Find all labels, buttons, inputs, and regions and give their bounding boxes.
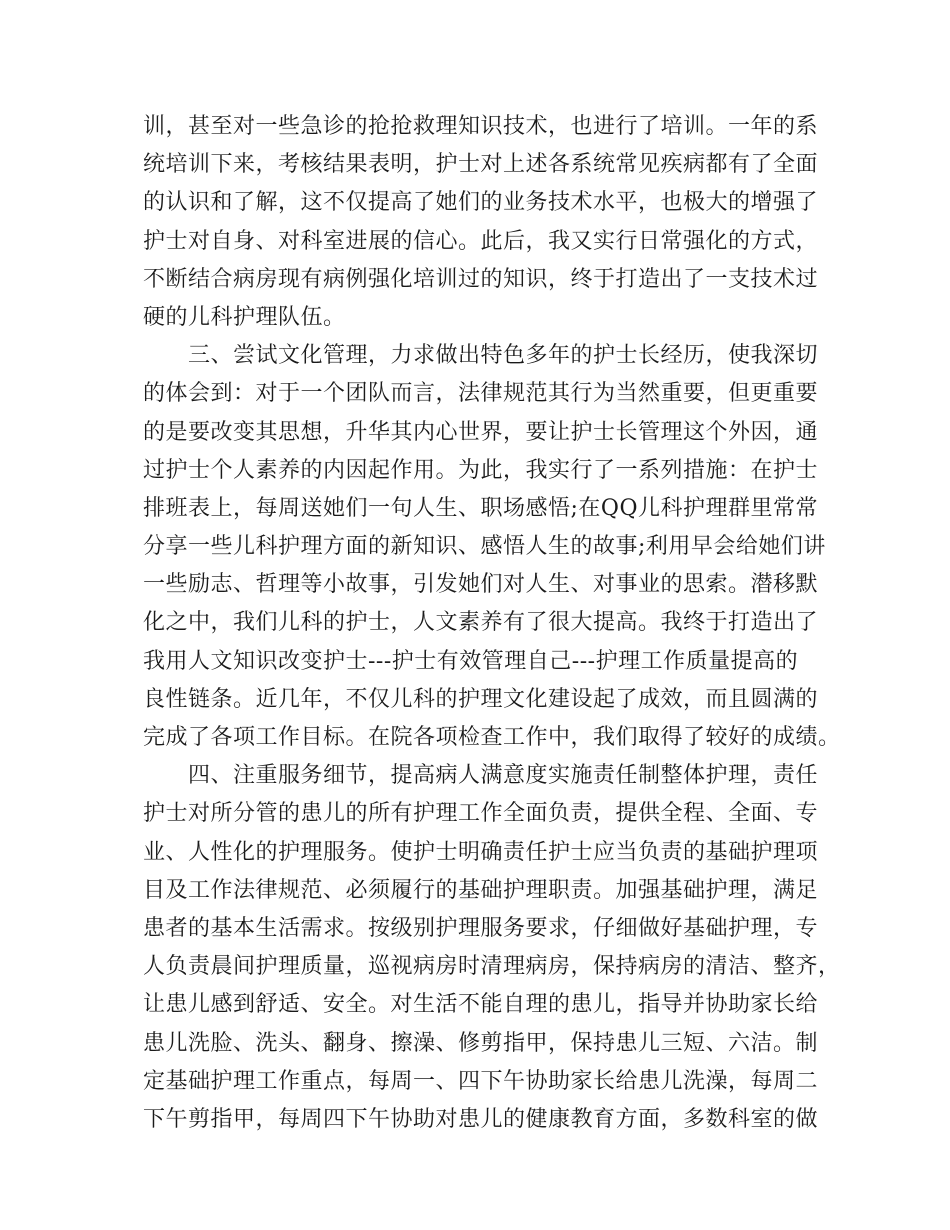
text-line: 的体会到：对于一个团队而言，法律规范其行为当然重要，但更重要 — [143, 381, 819, 407]
text-line: 定基础护理工作重点，每周一、四下午协助家长给患儿洗澡，每周二 — [143, 1068, 819, 1094]
text-line: 我用人文知识改变护士---护士有效管理自己---护理工作质量提高的 — [143, 648, 799, 674]
text-line: 训，甚至对一些急诊的抢抢救理知识技术，也进行了培训。一年的系 — [143, 114, 819, 139]
text-line: 的认识和了解，这不仅提高了她们的业务技术水平，也极大的增强了 — [143, 190, 819, 216]
text-line: 让患儿感到舒适、安全。对生活不能自理的患儿，指导并协助家长给 — [143, 992, 819, 1018]
text-line: 三、尝试文化管理，力求做出特色多年的护士长经历，使我深切 — [143, 343, 819, 369]
text-line: 一些励志、哲理等小故事，引发她们对人生、对事业的思索。潜移默 — [143, 572, 819, 598]
text-line: 目及工作法律规范、必须履行的基础护理职责。加强基础护理，满足 — [143, 877, 819, 903]
text-line: 护士对自身、对科室进展的信心。此后，我又实行日常强化的方式， — [143, 228, 819, 254]
text-line: 化之中，我们儿科的护士，人文素养有了很大提高。我终于打造出了 — [143, 610, 819, 636]
text-line: 护士对所分管的患儿的所有护理工作全面负责，提供全程、全面、专 — [143, 801, 819, 827]
text-line: 硬的儿科护理队伍。 — [143, 304, 346, 330]
text-line: 过护士个人素养的内因起作用。为此，我实行了一系列措施：在护士 — [143, 457, 819, 483]
text-line: 人负责晨间护理质量，巡视病房时清理病房，保持病房的清洁、整齐， — [143, 954, 841, 980]
text-line: 良性链条。近几年，不仅儿科的护理文化建设起了成效，而且圆满的 — [143, 686, 819, 712]
text-line: 患儿洗脸、洗头、翻身、擦澡、修剪指甲，保持患儿三短、六洁。制 — [143, 1030, 819, 1056]
text-line: 完成了各项工作目标。在院各项检查工作中，我们取得了较好的成绩。 — [143, 725, 841, 750]
text-line: 的是要改变其思想，升华其内心世界，要让护士长管理这个外因，通 — [143, 419, 819, 445]
text-line: 四、注重服务细节，提高病人满意度实施责任制整体护理，责任 — [143, 763, 819, 789]
text-line: 分享一些儿科护理方面的新知识、感悟人生的故事;利用早会给她们讲 — [143, 534, 826, 560]
text-line: 不断结合病房现有病例强化培训过的知识，终于打造出了一支技术过 — [143, 266, 819, 292]
text-line: 下午剪指甲，每周四下午协助对患儿的健康教育方面，多数科室的做 — [143, 1106, 819, 1132]
text-line: 排班表上，每周送她们一句人生、职场感悟;在QQ儿科护理群里常常 — [143, 495, 818, 521]
text-line: 统培训下来，考核结果表明，护士对上述各系统常见疾病都有了全面 — [143, 152, 819, 178]
text-line: 业、人性化的护理服务。使护士明确责任护士应当负责的基础护理项 — [143, 839, 819, 865]
text-line: 患者的基本生活需求。按级别护理服务要求，仔细做好基础护理，专 — [143, 915, 819, 941]
document-body — [143, 108, 841, 1139]
